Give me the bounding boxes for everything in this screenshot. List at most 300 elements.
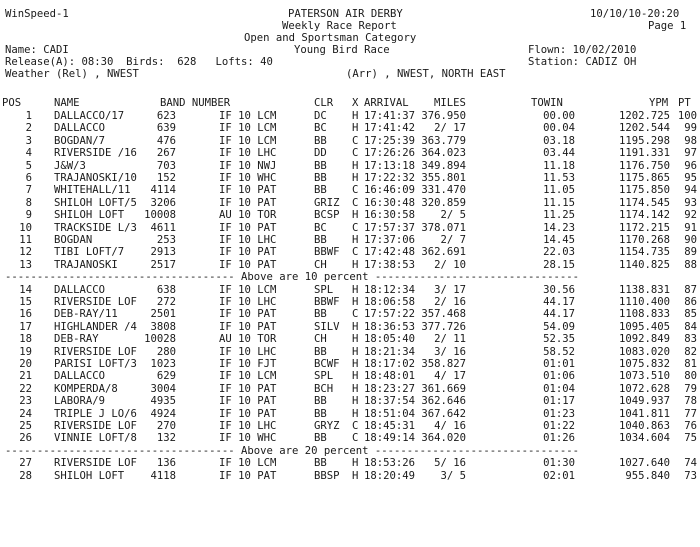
ypm-cell: 1075.832 xyxy=(618,358,670,370)
sex-cell: C xyxy=(352,221,359,234)
color-cell: BCWF xyxy=(314,358,340,370)
station-name: Station: CADIZ OH xyxy=(528,56,637,68)
arrival-cell: 18:23:27 xyxy=(364,382,416,395)
arrival-cell: 17:38:53 xyxy=(364,258,416,271)
column-header-clr: CLR xyxy=(314,97,334,109)
color-cell: BB xyxy=(314,159,327,172)
arrival-cell: 18:53:26 xyxy=(364,457,416,470)
band-cell: 280 xyxy=(156,345,176,358)
band-cell: 1023 xyxy=(150,358,176,370)
band-cell: 623 xyxy=(156,110,176,122)
miles-cell: 376.950 xyxy=(421,110,466,122)
towin-cell: 44.17 xyxy=(543,296,575,308)
arrival-cell: 17:26:26 xyxy=(364,147,416,160)
towin-cell: 01:17 xyxy=(543,395,575,408)
band-code-cell: IF 10 FJT xyxy=(219,358,277,370)
ypm-cell: 1072.628 xyxy=(618,382,670,395)
sex-cell: H xyxy=(352,457,359,470)
band-cell: 2517 xyxy=(150,258,176,271)
miles-cell: 361.669 xyxy=(421,382,466,395)
ypm-cell: 1083.020 xyxy=(618,345,670,358)
weather-release: Weather (Rel) , NWEST xyxy=(5,68,139,80)
band-cell: 152 xyxy=(156,172,176,184)
column-header-pt: PT xyxy=(678,97,691,109)
pt-cell: 78 xyxy=(684,395,697,408)
band-code-cell: IF 10 PAT xyxy=(219,221,277,234)
name-cell: DALLACCO/17 xyxy=(54,110,125,122)
arrival-cell: 17:13:18 xyxy=(364,159,416,172)
arrival-cell: 17:57:37 xyxy=(364,221,416,234)
arrival-cell: 18:06:58 xyxy=(364,296,416,308)
miles-cell: 367.642 xyxy=(421,407,466,420)
sex-cell: C xyxy=(352,246,359,259)
ypm-cell: 1154.735 xyxy=(618,246,670,259)
arrival-cell: 18:36:53 xyxy=(364,320,416,333)
towin-cell: 14.23 xyxy=(543,221,575,234)
band-cell: 703 xyxy=(156,159,176,172)
ypm-cell: 1092.849 xyxy=(618,333,670,346)
sex-cell: H xyxy=(352,469,359,482)
name-cell: DEB-RAY/11 xyxy=(54,308,118,321)
name-cell: TRAJANOSKI xyxy=(54,258,118,271)
pt-cell: 99 xyxy=(684,122,697,135)
band-code-cell: IF 10 LCM xyxy=(219,122,277,135)
ypm-cell: 1195.298 xyxy=(618,134,670,147)
ypm-cell: 1172.215 xyxy=(618,221,670,234)
sex-cell: H xyxy=(352,370,359,383)
band-code-cell: IF 10 LHC xyxy=(219,234,277,246)
band-code-cell: IF 10 LHC xyxy=(219,296,277,308)
miles-cell: 2/ 10 xyxy=(434,258,466,271)
miles-cell: 357.468 xyxy=(421,308,466,321)
ypm-cell: 1040.863 xyxy=(618,420,670,432)
sex-cell: C xyxy=(352,432,359,445)
sex-cell: H xyxy=(352,382,359,395)
pos-cell: 26 xyxy=(19,432,32,445)
weather-arrival: (Arr) , NWEST, NORTH EAST xyxy=(346,68,506,80)
sex-cell: C xyxy=(352,184,359,197)
color-cell: BCH xyxy=(314,382,334,395)
band-cell: 4114 xyxy=(150,184,176,197)
miles-cell: 3/ 5 xyxy=(440,469,466,482)
name-cell: SHILOH LOFT/5 xyxy=(54,196,137,209)
club-name: Name: CADI xyxy=(5,44,69,56)
ypm-cell: 1027.640 xyxy=(618,457,670,470)
miles-cell: 331.470 xyxy=(421,184,466,197)
pos-cell: 19 xyxy=(19,345,32,358)
towin-cell: 00.00 xyxy=(543,110,575,122)
color-cell: BBWF xyxy=(314,296,340,308)
pos-cell: 12 xyxy=(19,246,32,259)
name-cell: RIVERSIDE LOF xyxy=(54,296,137,308)
towin-cell: 01:30 xyxy=(543,457,575,470)
towin-cell: 22.03 xyxy=(543,246,575,259)
color-cell: BCSP xyxy=(314,209,340,222)
color-cell: CH xyxy=(314,333,327,346)
pos-cell: 9 xyxy=(25,209,32,222)
band-cell: 270 xyxy=(156,420,176,432)
pt-cell: 80 xyxy=(684,370,697,383)
name-cell: DALLACCO xyxy=(54,370,106,383)
pt-cell: 100 xyxy=(677,110,697,122)
pos-cell: 21 xyxy=(19,370,32,383)
towin-cell: 54.09 xyxy=(543,320,575,333)
pos-cell: 7 xyxy=(25,184,32,197)
pos-cell: 16 xyxy=(19,308,32,321)
color-cell: BC xyxy=(314,122,327,135)
miles-cell: 4/ 16 xyxy=(434,420,466,432)
arrival-cell: 17:22:32 xyxy=(364,172,416,184)
pt-cell: 98 xyxy=(684,134,697,147)
page-number: Page 1 xyxy=(648,20,687,32)
ypm-cell: 1049.937 xyxy=(618,395,670,408)
pos-cell: 27 xyxy=(19,457,32,470)
report-subtitle: Weekly Race Report xyxy=(282,20,397,32)
name-cell: LABORA/9 xyxy=(54,395,106,408)
arrival-cell: 16:30:58 xyxy=(364,209,416,222)
ypm-cell: 1175.865 xyxy=(618,172,670,184)
towin-cell: 01:04 xyxy=(543,382,575,395)
band-cell: 10028 xyxy=(144,333,176,346)
pos-cell: 23 xyxy=(19,395,32,408)
color-cell: BB xyxy=(314,172,327,184)
miles-cell: 2/ 5 xyxy=(440,209,466,222)
miles-cell: 2/ 11 xyxy=(434,333,466,346)
ypm-cell: 1140.825 xyxy=(618,258,670,271)
pt-cell: 81 xyxy=(684,358,697,370)
sex-cell: H xyxy=(352,209,359,222)
band-code-cell: IF 10 PAT xyxy=(219,395,277,408)
ypm-cell: 1174.142 xyxy=(618,209,670,222)
color-cell: SPL xyxy=(314,370,334,383)
band-code-cell: IF 10 PAT xyxy=(219,320,277,333)
miles-cell: 377.726 xyxy=(421,320,466,333)
band-code-cell: IF 10 LCM xyxy=(219,370,277,383)
band-code-cell: IF 10 LCM xyxy=(219,457,277,470)
color-cell: BB xyxy=(314,395,327,408)
miles-cell: 358.827 xyxy=(421,358,466,370)
band-cell: 3206 xyxy=(150,196,176,209)
pos-cell: 13 xyxy=(19,258,32,271)
band-cell: 4935 xyxy=(150,395,176,408)
pt-cell: 84 xyxy=(684,320,697,333)
color-cell: BB xyxy=(314,308,327,321)
pt-cell: 97 xyxy=(684,147,697,160)
miles-cell: 364.023 xyxy=(421,147,466,160)
arrival-cell: 18:21:34 xyxy=(364,345,416,358)
arrival-cell: 16:46:09 xyxy=(364,184,416,197)
miles-cell: 362.646 xyxy=(421,395,466,408)
band-cell: 267 xyxy=(156,147,176,160)
color-cell: BB xyxy=(314,432,327,445)
pt-cell: 85 xyxy=(684,308,697,321)
color-cell: SPL xyxy=(314,283,334,296)
name-cell: TRACKSIDE L/3 xyxy=(54,221,137,234)
ypm-cell: 1110.400 xyxy=(618,296,670,308)
color-cell: BB xyxy=(314,407,327,420)
band-code-cell: IF 10 LCM xyxy=(219,110,277,122)
sex-cell: H xyxy=(352,258,359,271)
band-cell: 136 xyxy=(156,457,176,470)
race-type: Young Bird Race xyxy=(294,44,390,56)
miles-cell: 378.071 xyxy=(421,221,466,234)
color-cell: BBSP xyxy=(314,469,340,482)
pos-cell: 5 xyxy=(25,159,32,172)
name-cell: TIBI LOFT/7 xyxy=(54,246,125,259)
miles-cell: 4/ 17 xyxy=(434,370,466,383)
miles-cell: 3/ 16 xyxy=(434,345,466,358)
name-cell: DALLACCO xyxy=(54,283,106,296)
name-cell: TRAJANOSKI/10 xyxy=(54,172,137,184)
color-cell: SILV xyxy=(314,320,340,333)
color-cell: DC xyxy=(314,110,327,122)
band-code-cell: IF 10 LHC xyxy=(219,345,277,358)
sex-cell: H xyxy=(352,296,359,308)
pt-cell: 96 xyxy=(684,159,697,172)
towin-cell: 44.17 xyxy=(543,308,575,321)
name-cell: WHITEHALL/11 xyxy=(54,184,131,197)
band-code-cell: IF 10 PAT xyxy=(219,308,277,321)
band-code-cell: IF 10 PAT xyxy=(219,246,277,259)
pos-cell: 25 xyxy=(19,420,32,432)
towin-cell: 03.18 xyxy=(543,134,575,147)
sex-cell: H xyxy=(352,172,359,184)
color-cell: DD xyxy=(314,147,327,160)
band-cell: 629 xyxy=(156,370,176,383)
ypm-cell: 1174.545 xyxy=(618,196,670,209)
color-cell: GRIZ xyxy=(314,196,340,209)
sex-cell: C xyxy=(352,147,359,160)
ypm-cell: 1095.405 xyxy=(618,320,670,333)
pt-cell: 89 xyxy=(684,246,697,259)
band-code-cell: IF 10 PAT xyxy=(219,258,277,271)
band-code-cell: IF 10 WHC xyxy=(219,432,277,445)
arrival-cell: 17:57:22 xyxy=(364,308,416,321)
column-header-x: X xyxy=(352,97,359,109)
pt-cell: 90 xyxy=(684,234,697,246)
pos-cell: 14 xyxy=(19,283,32,296)
arrival-cell: 18:05:40 xyxy=(364,333,416,346)
band-code-cell: IF 10 PAT xyxy=(219,407,277,420)
sex-cell: H xyxy=(352,159,359,172)
towin-cell: 52.35 xyxy=(543,333,575,346)
towin-cell: 11.25 xyxy=(543,209,575,222)
arrival-cell: 18:12:34 xyxy=(364,283,416,296)
towin-cell: 28.15 xyxy=(543,258,575,271)
band-code-cell: IF 10 LHC xyxy=(219,420,277,432)
ypm-cell: 1041.811 xyxy=(618,407,670,420)
ypm-cell: 1034.604 xyxy=(618,432,670,445)
report-datetime: 10/10/10-20:20 xyxy=(590,8,680,20)
towin-cell: 01:01 xyxy=(543,358,575,370)
color-cell: BB xyxy=(314,134,327,147)
pt-cell: 77 xyxy=(684,407,697,420)
pt-cell: 87 xyxy=(684,283,697,296)
sex-cell: H xyxy=(352,283,359,296)
band-cell: 10008 xyxy=(144,209,176,222)
towin-cell: 11.05 xyxy=(543,184,575,197)
pt-cell: 93 xyxy=(684,196,697,209)
color-cell: CH xyxy=(314,258,327,271)
name-cell: RIVERSIDE LOF xyxy=(54,420,137,432)
band-code-cell: IF 10 LCM xyxy=(219,283,277,296)
sex-cell: H xyxy=(352,395,359,408)
pt-cell: 76 xyxy=(684,420,697,432)
pos-cell: 8 xyxy=(25,196,32,209)
band-cell: 3808 xyxy=(150,320,176,333)
pt-cell: 73 xyxy=(684,469,697,482)
pos-cell: 22 xyxy=(19,382,32,395)
miles-cell: 349.894 xyxy=(421,159,466,172)
miles-cell: 362.691 xyxy=(421,246,466,259)
band-cell: 2501 xyxy=(150,308,176,321)
ypm-cell: 1138.831 xyxy=(618,283,670,296)
pt-cell: 83 xyxy=(684,333,697,346)
report-title: PATERSON AIR DERBY xyxy=(288,8,403,20)
separator-10-percent: ------------------------------------ Above are 10 percent -------------------------------- xyxy=(5,271,580,284)
arrival-cell: 17:25:39 xyxy=(364,134,416,147)
miles-cell: 3/ 17 xyxy=(434,283,466,296)
band-cell: 638 xyxy=(156,283,176,296)
band-cell: 3004 xyxy=(150,382,176,395)
name-cell: KOMPERDA/8 xyxy=(54,382,118,395)
arrival-cell: 17:41:42 xyxy=(364,122,416,135)
ypm-cell: 1202.725 xyxy=(618,110,670,122)
name-cell: J&W/3 xyxy=(54,159,86,172)
miles-cell: 2/ 7 xyxy=(440,234,466,246)
pos-cell: 10 xyxy=(19,221,32,234)
sex-cell: C xyxy=(352,308,359,321)
column-header-arrival: ARRIVAL xyxy=(364,97,409,109)
band-cell: 4118 xyxy=(150,469,176,482)
name-cell: RIVERSIDE LOF xyxy=(54,457,137,470)
band-code-cell: IF 10 LHC xyxy=(219,147,277,160)
towin-cell: 11.53 xyxy=(543,172,575,184)
pt-cell: 88 xyxy=(684,258,697,271)
miles-cell: 355.801 xyxy=(421,172,466,184)
ypm-cell: 1175.850 xyxy=(618,184,670,197)
arrival-cell: 18:49:14 xyxy=(364,432,416,445)
band-cell: 272 xyxy=(156,296,176,308)
band-code-cell: IF 10 PAT xyxy=(219,196,277,209)
band-cell: 2913 xyxy=(150,246,176,259)
band-cell: 4924 xyxy=(150,407,176,420)
pos-cell: 4 xyxy=(25,147,32,160)
pos-cell: 2 xyxy=(25,122,32,135)
name-cell: BOGDAN xyxy=(54,234,93,246)
column-header-name: NAME xyxy=(54,97,80,109)
miles-cell: 363.779 xyxy=(421,134,466,147)
ypm-cell: 955.840 xyxy=(625,469,670,482)
miles-cell: 364.020 xyxy=(421,432,466,445)
software-name: WinSpeed-1 xyxy=(5,8,69,20)
band-cell: 132 xyxy=(156,432,176,445)
towin-cell: 11.15 xyxy=(543,196,575,209)
sex-cell: C xyxy=(352,134,359,147)
color-cell: GRYZ xyxy=(314,420,340,432)
band-cell: 4611 xyxy=(150,221,176,234)
arrival-cell: 17:41:37 xyxy=(364,110,416,122)
pt-cell: 95 xyxy=(684,172,697,184)
pos-cell: 24 xyxy=(19,407,32,420)
color-cell: BB xyxy=(314,345,327,358)
column-header-band-number: BAND NUMBER xyxy=(160,97,231,109)
ypm-cell: 1202.544 xyxy=(618,122,670,135)
column-header-ypm: YPM xyxy=(649,97,669,109)
pos-cell: 18 xyxy=(19,333,32,346)
towin-cell: 03.44 xyxy=(543,147,575,160)
miles-cell: 320.859 xyxy=(421,196,466,209)
sex-cell: H xyxy=(352,320,359,333)
pt-cell: 79 xyxy=(684,382,697,395)
arrival-cell: 18:45:31 xyxy=(364,420,416,432)
arrival-cell: 18:17:02 xyxy=(364,358,416,370)
pt-cell: 94 xyxy=(684,184,697,197)
color-cell: BBWF xyxy=(314,246,340,259)
towin-cell: 01:06 xyxy=(543,370,575,383)
arrival-cell: 18:51:04 xyxy=(364,407,416,420)
name-cell: SHILOH LOFT xyxy=(54,469,125,482)
band-cell: 476 xyxy=(156,134,176,147)
separator-20-percent: ------------------------------------ Above are 20 percent -------------------------------- xyxy=(5,444,580,457)
miles-cell: 2/ 17 xyxy=(434,122,466,135)
towin-cell: 01:26 xyxy=(543,432,575,445)
pt-cell: 75 xyxy=(684,432,697,445)
color-cell: BB xyxy=(314,457,327,470)
name-cell: RIVERSIDE LOF xyxy=(54,345,137,358)
arrival-cell: 17:42:48 xyxy=(364,246,416,259)
name-cell: BOGDAN/7 xyxy=(54,134,106,147)
sex-cell: C xyxy=(352,196,359,209)
band-code-cell: AU 10 TOR xyxy=(219,333,277,346)
band-code-cell: AU 10 TOR xyxy=(219,209,277,222)
pt-cell: 82 xyxy=(684,345,697,358)
towin-cell: 02:01 xyxy=(543,469,575,482)
band-code-cell: IF 10 PAT xyxy=(219,469,277,482)
towin-cell: 01:23 xyxy=(543,407,575,420)
sex-cell: H xyxy=(352,234,359,246)
ypm-cell: 1073.510 xyxy=(618,370,670,383)
color-cell: BB xyxy=(314,234,327,246)
pos-cell: 1 xyxy=(25,110,32,122)
towin-cell: 14.45 xyxy=(543,234,575,246)
color-cell: BC xyxy=(314,221,327,234)
towin-cell: 01:22 xyxy=(543,420,575,432)
release-info: Release(A): 08:30 Birds: 628 Lofts: 40 xyxy=(5,56,273,68)
column-header-miles: MILES xyxy=(434,97,466,109)
ypm-cell: 1176.750 xyxy=(618,159,670,172)
arrival-cell: 17:37:06 xyxy=(364,234,416,246)
pos-cell: 3 xyxy=(25,134,32,147)
band-code-cell: IF 10 PAT xyxy=(219,382,277,395)
miles-cell: 2/ 16 xyxy=(434,296,466,308)
pos-cell: 6 xyxy=(25,172,32,184)
towin-cell: 11.18 xyxy=(543,159,575,172)
name-cell: PARISI LOFT/3 xyxy=(54,358,137,370)
pos-cell: 11 xyxy=(19,234,32,246)
name-cell: VINNIE LOFT/8 xyxy=(54,432,137,445)
pos-cell: 15 xyxy=(19,296,32,308)
band-code-cell: IF 10 NWJ xyxy=(219,159,277,172)
arrival-cell: 18:20:49 xyxy=(364,469,416,482)
miles-cell: 5/ 16 xyxy=(434,457,466,470)
band-cell: 253 xyxy=(156,234,176,246)
pos-cell: 20 xyxy=(19,358,32,370)
sex-cell: C xyxy=(352,420,359,432)
name-cell: SHILOH LOFT xyxy=(54,209,125,222)
sex-cell: H xyxy=(352,333,359,346)
arrival-cell: 18:48:01 xyxy=(364,370,416,383)
